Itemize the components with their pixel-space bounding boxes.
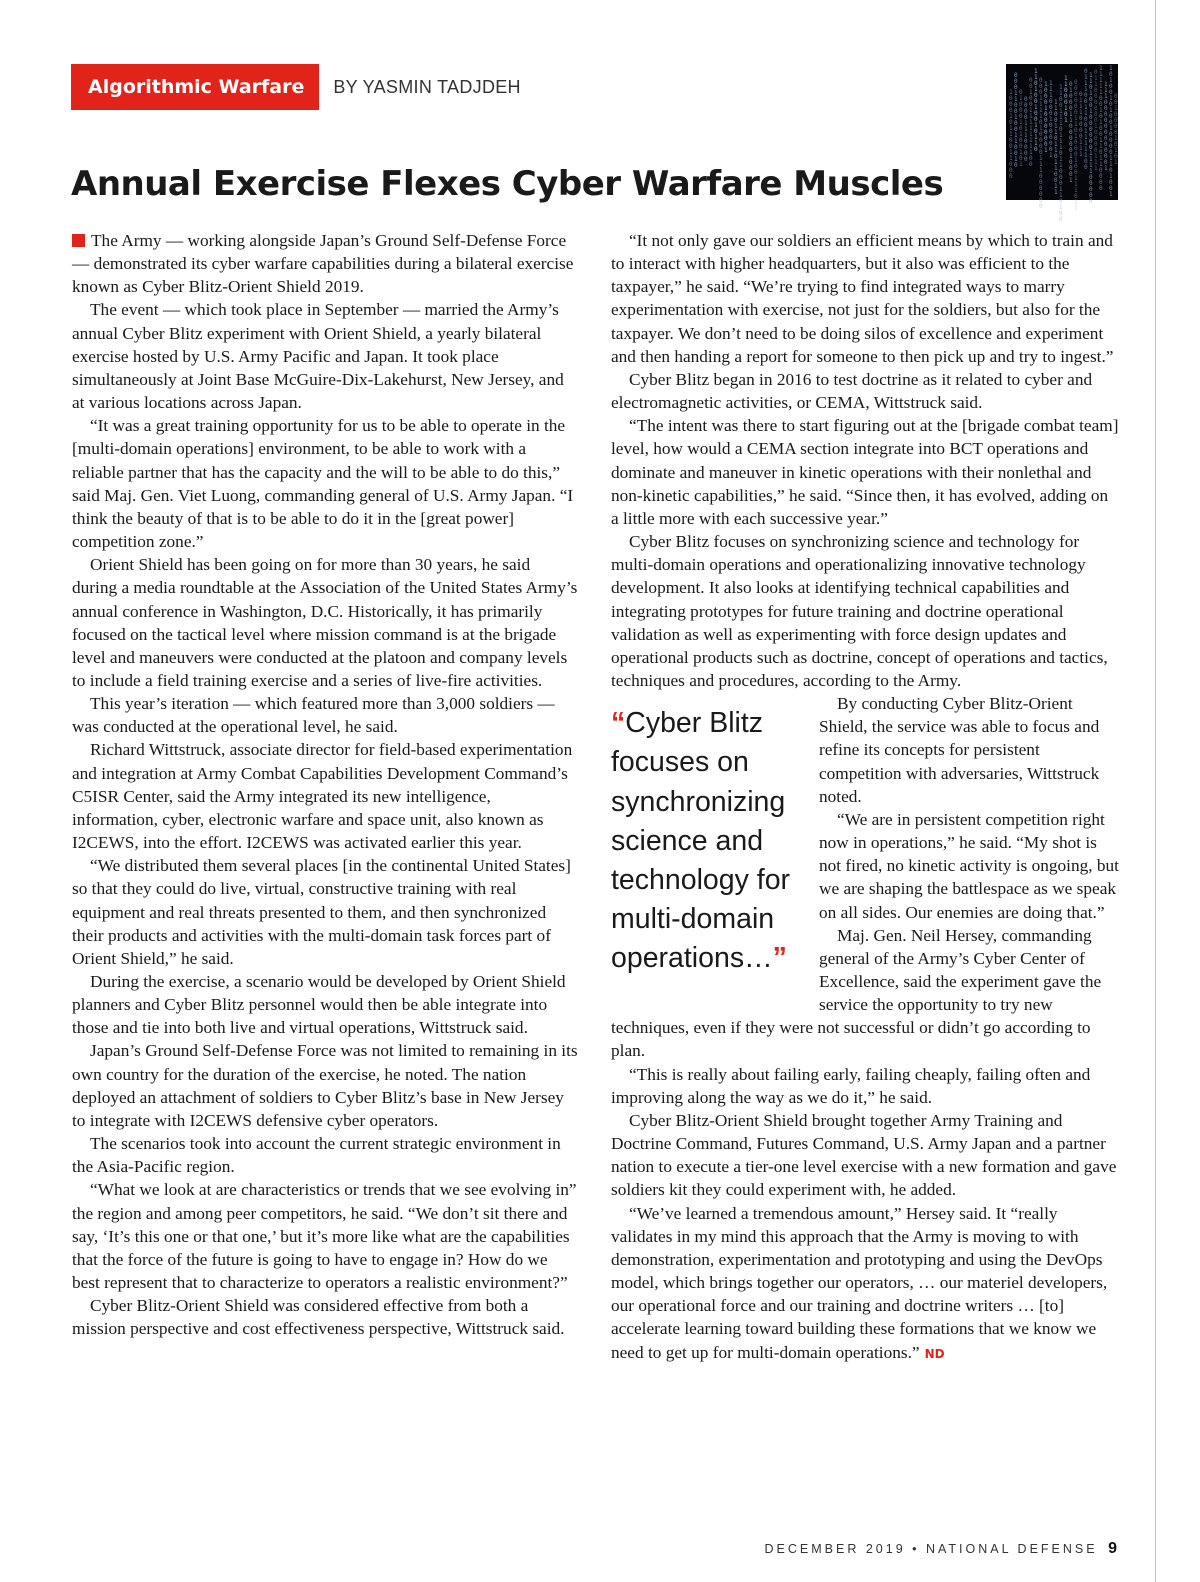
- body-paragraph: Cyber Blitz began in 2016 to test doctrine as it related to cyber and electromagnetic activities, or CEMA, Wittstruck said.: [611, 369, 1093, 413]
- body-paragraph: “What we look at are characteristics or trends that we see evolving in” the region and among peer competitors, he said. “We don’t sit there and say, ‘It’s this one or that one,’ but it’s more like what are the capabilities that the force of the future is going to have to engage in? How do we best represent that to characterize to operators a realistic environment?”: [72, 1180, 577, 1293]
- body-paragraph: Japan’s Ground Self-Defense Force was not limited to remaining in its own country for the duration of the exercise, he noted. The nation deployed an attachment of soldiers to Cyber Blitz’s base in New Jersey to integrate with I2CEWS defensive cyber operators.: [72, 1041, 578, 1130]
- open-quote-mark: “: [611, 707, 626, 740]
- binary-digit-column: 01110000111: [1079, 91, 1083, 158]
- body-paragraph: Cyber Blitz focuses on synchronizing science and technology for multi-domain operations and operationalizing innovative technology development. It also looks at identifying technical capabilities and integrating prototypes for future training and doctrine operational validation as well as experimenting with force design updates and operational products such as doctrine, concept of operations and tactics, techniques and procedures, according to the Army.: [611, 532, 1108, 690]
- byline: BY YASMIN TADJDEH: [333, 76, 521, 97]
- binary-digit-column: 001000010101: [1114, 93, 1118, 166]
- body-paragraph: “We’ve learned a tremendous amount,” Hersey said. It “really validates in my mind this approach that the Army is moving to with demonstration, experimentation and prototyping and using the DevOps model, which brings together our operators, … our materiel developers, our operational force and our training and doctrine writers … [to] accelerate learning toward building these formations that we know we need to get up for multi-domain operations.” ND: [611, 1203, 1108, 1362]
- body-paragraph: Cyber Blitz-Orient Shield brought together Army Training and Doctrine Command, Futures Command, U.S. Army Japan and a partner nation to execute a tier-one level exercise with a new formation and gave soldiers kit they could experiment with, he added.: [611, 1110, 1117, 1200]
- body-paragraph: By conducting Cyber Blitz-Orient Shield, the service was able to focus and refine its concepts for persistent competition with adversaries, Wittstruck noted.: [819, 694, 1100, 806]
- article-header: [71, 64, 521, 110]
- start-square-icon: [72, 234, 85, 247]
- body-paragraph: Cyber Blitz-Orient Shield was considered effective from both a mission perspective and cost effectiveness perspective, Wittstruck said.: [72, 1296, 565, 1339]
- binary-digit-column: 01000110000010001: [1069, 81, 1073, 184]
- binary-digit-column: 0001100100110010: [1014, 72, 1018, 169]
- body-paragraph: “The intent was there to start figuring out at the [brigade combat team] level, how would a CEMA section integrate into BCT operations and dominate and maneuver in kinetic operations with their nonlethal and non-kinetic capabilities,” he said. “Since then, it has evolved, adding on a little more with each successive year.”: [611, 416, 1119, 528]
- binary-digit-column: 00001110000: [1024, 96, 1028, 163]
- binary-digit-column: 11000101: [1064, 75, 1068, 124]
- binary-digit-column: 0000001101000100111011: [1074, 79, 1078, 212]
- binary-digit-column: 100010000001: [1044, 81, 1048, 154]
- body-paragraph: The Army — working alongside Japan’s Ground Self-Defense Force — demonstrated its cyber warfare capabilities during a bilateral exercise known as Cyber Blitz-Orient Shield 2019.: [72, 231, 574, 297]
- body-paragraph: Orient Shield has been going on for more than 30 years, he said during a media roundtable at the Association of the United States Army’s annual conference in Washington, D.C. Historically, it has primarily focused on the tactical level where mission command is at the brigade level and maneuvers were conducted at the platoon and company levels to include a field training exercise and a series of live-fire activities.: [72, 555, 578, 690]
- binary-digit-column: 100010110011000: [1009, 89, 1013, 180]
- body-paragraph: During the exercise, a scenario would be developed by Orient Shield planners and Cyber Blitz personnel would then be able integrate into those and tie into both live and virtual operations, Wittstruck said.: [72, 972, 566, 1038]
- binary-digit-column: 11001110111011000110100: [1059, 84, 1063, 223]
- binary-digit-column: 001001111111100: [1029, 77, 1033, 168]
- page-footer: [765, 1540, 1117, 1558]
- binary-digit-column: 1101001000000111100000: [1089, 72, 1093, 205]
- binary-digit-column: 11010010010110: [1034, 68, 1038, 153]
- page-edge-line: [1155, 0, 1156, 1582]
- end-mark: ND: [924, 1346, 945, 1361]
- binary-digit-column: 0100010100101: [1019, 89, 1023, 168]
- body-paragraph: The scenarios took into account the current strategic environment in the Asia-Pacific region.: [72, 1134, 561, 1177]
- binary-digit-column: 1110001000001: [1049, 80, 1053, 159]
- pull-quote: [611, 692, 819, 1014]
- footer-text: DECEMBER 2019 • NATIONAL DEFENSE: [764, 1542, 1098, 1556]
- body-paragraph: This year’s iteration — which featured more than 3,000 soldiers — was conducted at the operational level, he said.: [72, 694, 555, 737]
- body-paragraph: “We are in persistent competition right now in operations,” he said. “My shot is not fired, no kinetic activity is ongoing, but we are shaping the battlespace as we speak on all sides. Our enemies are doing that.”: [819, 809, 1119, 922]
- binary-digit-column: 0001111010000111000000: [1039, 77, 1043, 210]
- binary-digit-column: 01110011001111100: [1084, 68, 1088, 171]
- headline: Annual Exercise Flexes Cyber Warfare Muscles: [71, 164, 944, 204]
- binary-digit-column: 01100000010000111: [1094, 69, 1098, 172]
- binary-digit-column: 111110010100110110000: [1099, 65, 1103, 192]
- binary-digit-column: 1100110110110011: [1054, 99, 1058, 196]
- close-quote-mark: ”: [772, 942, 787, 975]
- binary-code-image: [1006, 64, 1118, 223]
- pull-quote-text: Cyber Blitz focuses on synchronizing science and technology for multi-domain operations…: [611, 707, 791, 975]
- binary-digit-column: 111000000000001: [1104, 81, 1108, 172]
- body-paragraph: “It not only gave our soldiers an efficient means by which to train and to interact with higher headquarters, but it also was efficient to the taxpayer,” he said. “We’re trying to find integrated ways to marry experimentation with exercise, not just for the soldiers, but also for the taxpayer. We don’t need to be doing silos of excellence and experiment and then handing a report for someone to then pick up and try to ingest.”: [611, 231, 1114, 366]
- body-paragraph: “We distributed them several places [in the continental United States] so that they could do live, virtual, constructive training with real equipment and real threats presented to them, and then synchronized their products and activities with the multi-domain task forces part of Orient Shield,” he said.: [72, 856, 571, 968]
- right-column: [611, 229, 1119, 1366]
- department-tag: Algorithmic Warfare: [71, 64, 319, 110]
- body-paragraph: Maj. Gen. Neil Hersey, commanding general of the Army’s Cyber Center of Excellence, said the experiment gave the service the opportunity to try new techniques, even if they were not successful or didn’t go according to plan.: [611, 925, 1102, 1061]
- body-paragraph: “This is really about failing early, failing cheaply, failing often and improving along the way as we do it,” he said.: [611, 1064, 1091, 1107]
- body-paragraph: “It was a great training opportunity for us to be able to operate in the [multi-domain operations] environment, to be able to work with a reliable partner that has the capacity and the will to be able to do this,” said Maj. Gen. Viet Luong, commanding general of U.S. Army Japan. “I think the beauty of that is to be able to do it in the [great power] competition zone.”: [72, 416, 574, 552]
- body-paragraph: Richard Wittstruck, associate director for field-based experimentation and integration at Army Combat Capabilities Development Command’s C5ISR Center, said the Army integrated its new intelligence, information, cyber, electronic warfare and space unit, also known as I2CEWS, into the effort. I2CEWS was activated earlier this year.: [72, 740, 573, 853]
- left-column: [72, 229, 578, 1341]
- page-number: 9: [1108, 1540, 1117, 1557]
- body-paragraph: The event — which took place in September — married the Army’s annual Cyber Blitz experiment with Orient Shield, a yearly bilateral exercise hosted by U.S. Army Pacific and Japan. It took place simultaneously at Joint Base McGuire-Dix-Lakehurst, New Jersey, and at various locations across Japan.: [72, 300, 564, 413]
- binary-digit-column: 1010010100100001101001: [1109, 65, 1113, 198]
